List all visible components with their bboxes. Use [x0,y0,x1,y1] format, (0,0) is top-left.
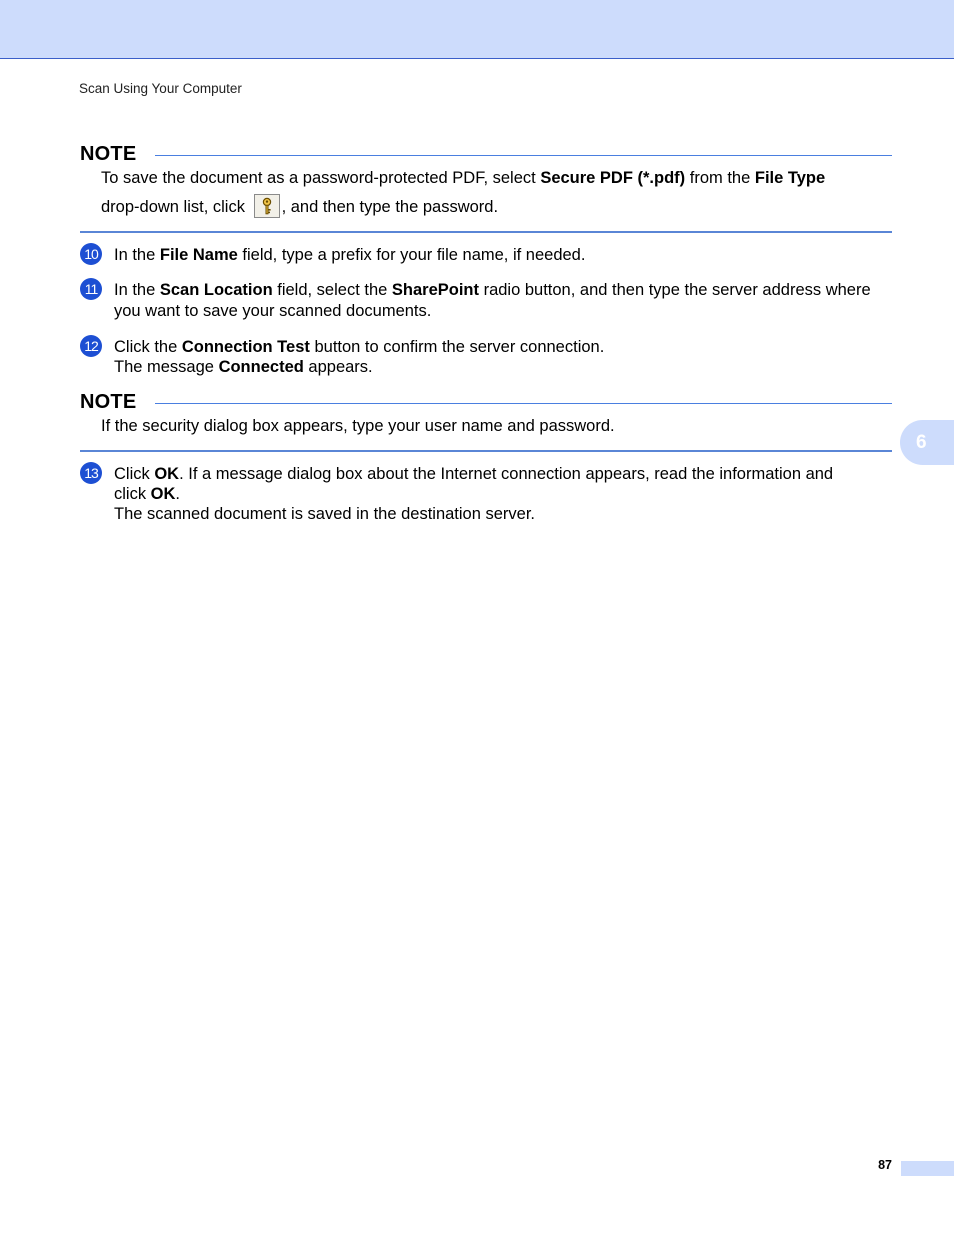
step-text-part: appears. [303,358,373,376]
note-text: , and then type the password. [281,198,499,216]
note-paragraph [101,168,825,189]
step-text [114,464,833,485]
step-text-part: In the [114,281,160,299]
step-text: The scanned document is saved in the destination server. [114,505,535,523]
step-text-part: The message [114,358,219,376]
step-text-part: In the [114,246,160,264]
step-text-part: . [175,485,181,503]
note-rule [155,155,892,156]
step-text [114,484,180,505]
scan-location-label: Scan Location [159,281,273,299]
ok-label: OK [150,485,176,503]
note-divider [80,450,892,452]
note-text: drop-down list, click [101,198,250,216]
step-text [114,280,871,301]
step-text-part: button to confirm the server connection. [309,338,605,356]
note-paragraph: If the security dialog box appears, type your user name and password. [101,417,615,435]
step-text-part: field, type a prefix for your file name, if needed. [237,246,586,264]
note-divider [80,231,892,233]
secure-pdf-label: Secure PDF (*.pdf) [540,169,686,187]
note-text: To save the document as a password-protected PDF, select [101,169,541,187]
page-number: 87 [878,1158,892,1172]
page-number-bar [901,1161,954,1176]
step-text-part: radio button, and then type the server address where [479,281,871,299]
step-number-badge: 11 [80,278,102,300]
step-text [114,245,585,266]
step-text-part: Click the [114,338,182,356]
header-band [0,0,954,59]
step-text: you want to save your scanned documents. [114,302,432,320]
step-number-badge: 12 [80,335,102,357]
step-text-part: . If a message dialog box about the Internet connection appears, read the information and [179,465,834,483]
sharepoint-label: SharePoint [391,281,479,299]
step-number-badge: 13 [80,462,102,484]
step-text-part: click [114,485,151,503]
note-title: NOTE [80,391,137,413]
connection-test-label: Connection Test [181,338,310,356]
step-text [114,357,373,378]
running-head: Scan Using Your Computer [79,81,242,96]
note-paragraph [101,197,498,218]
step-text [114,337,604,358]
file-name-label: File Name [159,246,238,264]
step-number-badge: 10 [80,243,102,265]
key-icon [254,194,280,218]
step-text-part: field, select the [272,281,392,299]
note-text: from the [685,169,755,187]
note-rule [155,403,892,404]
ok-label: OK [154,465,180,483]
note-title: NOTE [80,143,137,165]
file-type-label: File Type [754,169,826,187]
connected-label: Connected [218,358,304,376]
chapter-tab: 6 [900,420,954,465]
step-text-part: Click [114,465,155,483]
